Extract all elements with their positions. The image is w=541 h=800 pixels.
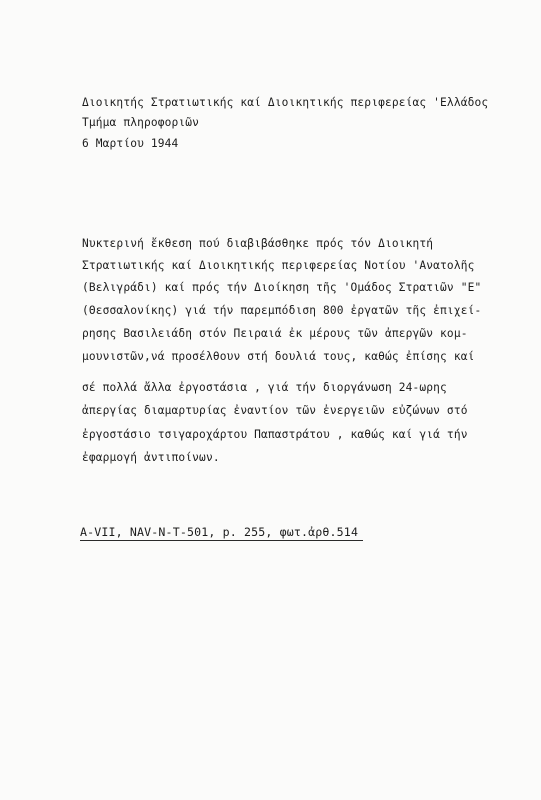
- body-line: (Θεσσαλονίκης) γιά τήν παρεμπόδιση 800 ἐργατῶν τῆς ἐπιχεί-: [82, 304, 482, 317]
- body-line: Νυκτερινή ἔκθεση πού διαβιβάσθηκε πρός τόν Διοικητή: [82, 237, 434, 250]
- body-line: Στρατιωτικής καί Διοικητικής περιφερείας Νοτίου 'Ανατολῆς: [82, 259, 475, 272]
- archive-reference: A-VII, NAV-N-T-501, p. 255, φωτ.ἀρθ.514: [80, 525, 359, 539]
- body-line: ἐφαρμογή ἀντιποίνων.: [82, 451, 220, 464]
- header-authority: Διοικητής Στρατιωτικής καί Διοικητικής περιφερείας 'Ελλάδος: [82, 96, 489, 109]
- body-line: (Βελιγράδι) καί πρός τήν Διοίκηση τῆς 'Ομάδος Στρατιῶν "Ε": [82, 281, 482, 294]
- body-line: ἐργοστάσιο τσιγαροχάρτου Παπαστράτου , καθώς καί γιά τήν: [82, 428, 468, 441]
- reference-underline: [80, 540, 363, 541]
- body-line: σέ πολλά ἄλλα ἐργοστάσια , γιά τήν διοργάνωση 24-ωρης: [82, 381, 447, 394]
- header-date: 6 Μαρτίου 1944: [82, 137, 179, 150]
- header-department: Τμήμα πληροφοριῶν: [82, 116, 200, 129]
- body-line: μουνιστῶν,νά προσέλθουν στή δουλιά τους, καθώς ἐπίσης καί: [82, 350, 475, 363]
- body-line: ρησης Βασιλειάδη στόν Πειραιά ἐκ μέρους τῶν ἀπεργῶν κομ-: [82, 327, 468, 340]
- body-line: ἀπεργίας διαμαρτυρίας ἐναντίον τῶν ἐνεργειῶν εὐζώνων στό: [82, 404, 468, 417]
